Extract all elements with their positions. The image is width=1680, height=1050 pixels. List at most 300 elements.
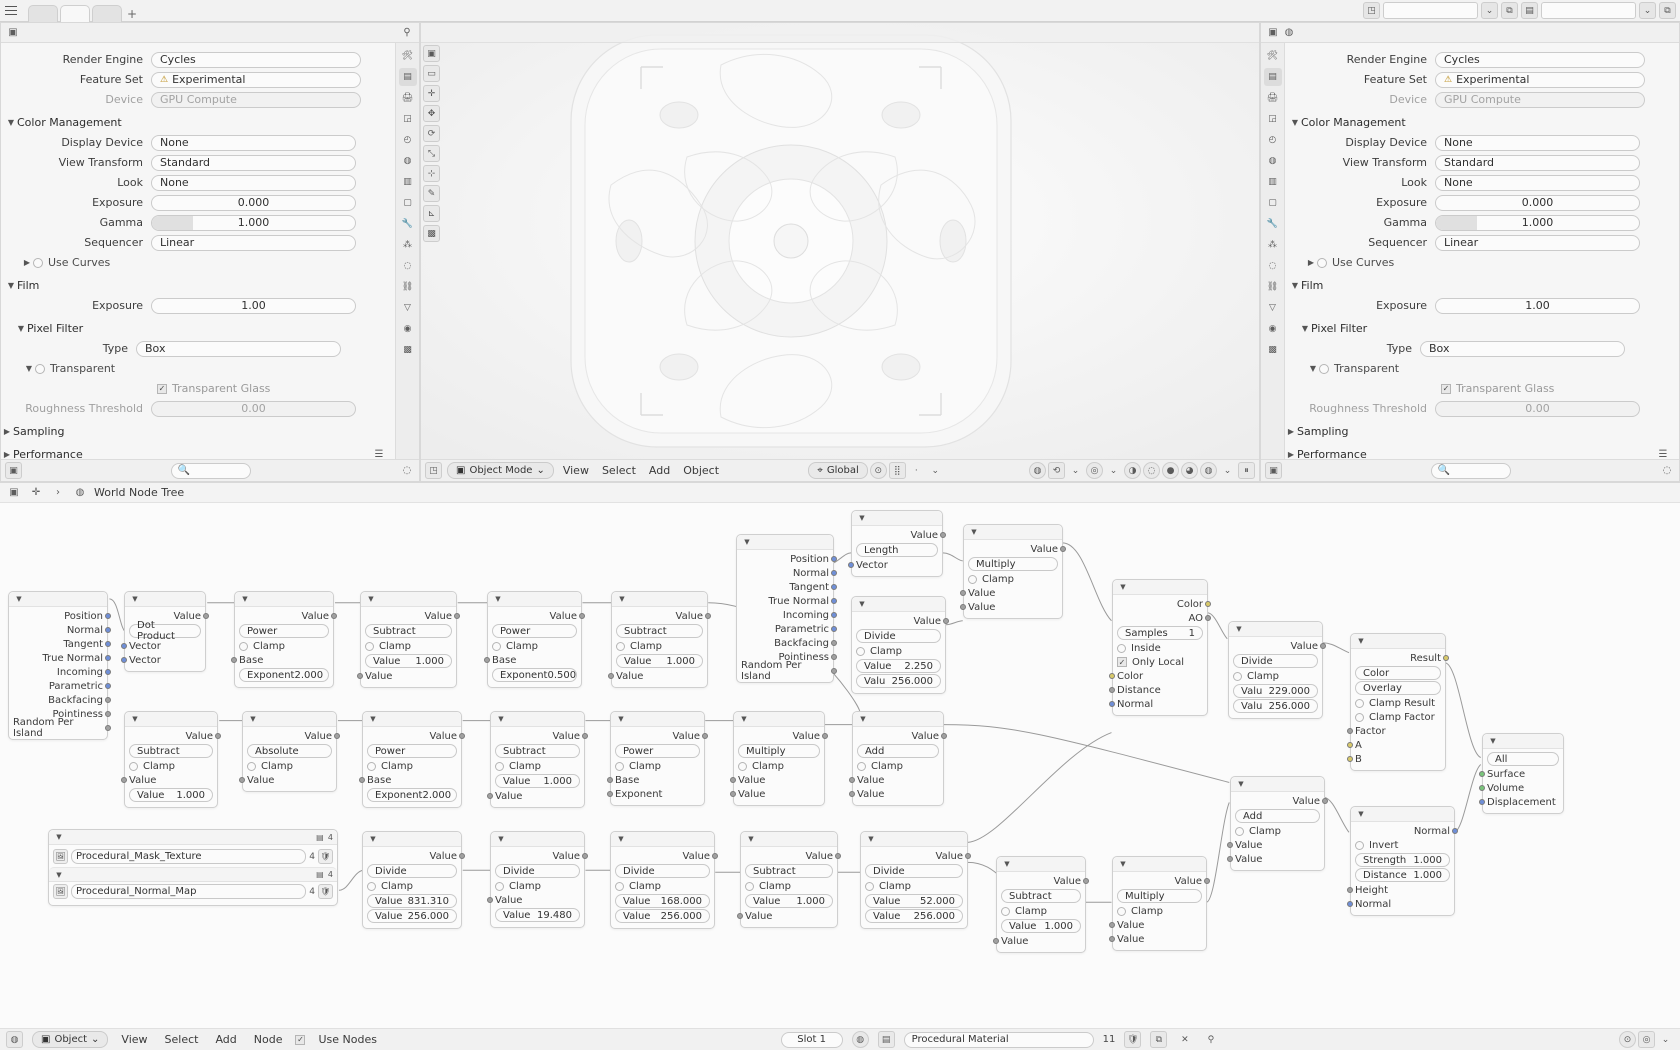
operation-dropdown[interactable]	[1001, 889, 1081, 903]
editor-type-icon[interactable]: ▣	[1265, 462, 1282, 479]
sequencer-dropdown[interactable]	[1435, 235, 1640, 251]
snap-icon[interactable]: ⊙	[870, 462, 887, 479]
browse-image-icon[interactable]: ▤	[316, 870, 324, 879]
clamp-row[interactable]	[1233, 669, 1318, 683]
socket-displacement[interactable]	[1479, 799, 1485, 805]
feature-set-dropdown[interactable]	[1435, 72, 1645, 88]
socket-value[interactable]	[1320, 643, 1326, 649]
socket-value[interactable]	[1204, 878, 1210, 884]
socket-value[interactable]	[1322, 798, 1328, 804]
editor-type-icon[interactable]: ◍	[6, 1031, 23, 1048]
list-icon[interactable]: ☰	[1658, 448, 1668, 459]
node-input-exponent[interactable]	[615, 787, 700, 801]
look-dropdown[interactable]	[1435, 175, 1640, 191]
samples-field[interactable]	[1117, 626, 1203, 640]
node-input-value[interactable]	[1001, 934, 1081, 948]
value-field-1[interactable]	[615, 894, 710, 908]
menu-view[interactable]: View	[121, 1033, 148, 1046]
socket-value[interactable]	[608, 673, 614, 679]
value-field[interactable]	[745, 894, 833, 908]
node-input-height[interactable]	[1355, 883, 1450, 897]
workspace-tab[interactable]	[28, 5, 58, 22]
add-cube-tool-icon[interactable]: ▩	[423, 225, 440, 242]
clamp-checkbox[interactable]	[865, 882, 874, 891]
transparent-row[interactable]	[1, 360, 387, 377]
socket-value[interactable]	[1227, 842, 1233, 848]
clamp-checkbox[interactable]	[239, 642, 248, 651]
tab-tool[interactable]: 🛠	[1266, 51, 1279, 61]
clamp-checkbox[interactable]	[615, 882, 624, 891]
tab-output[interactable]: 🖨	[1266, 93, 1279, 103]
clamp-checkbox[interactable]	[495, 762, 504, 771]
node-output-value[interactable]	[738, 729, 820, 743]
operation-dropdown[interactable]	[129, 620, 201, 642]
node-math-power-2[interactable]	[487, 591, 582, 688]
socket-incoming[interactable]	[831, 612, 837, 618]
clamp-row[interactable]	[129, 759, 213, 773]
inside-row[interactable]	[1117, 641, 1203, 655]
operation-dropdown[interactable]	[738, 744, 820, 758]
node-input-value-1[interactable]	[857, 773, 939, 787]
socket-position[interactable]	[105, 613, 111, 619]
tab-physics[interactable]: ◌	[1268, 261, 1277, 271]
node-input-value-1[interactable]	[1235, 838, 1320, 852]
menu-view[interactable]: View	[562, 464, 589, 477]
socket-result[interactable]	[1443, 655, 1449, 661]
options-icon[interactable]: ◌	[402, 465, 412, 476]
node-output-value[interactable]	[856, 528, 938, 542]
tab-material[interactable]: ◉	[1268, 324, 1277, 334]
socket-value[interactable]	[579, 613, 585, 619]
socket-vector[interactable]	[121, 657, 127, 663]
node-header[interactable]	[1113, 580, 1207, 595]
node-output-position[interactable]	[13, 609, 103, 623]
film-section[interactable]	[1, 276, 387, 294]
wireframe-icon[interactable]: ◌	[1143, 462, 1160, 479]
socket-tangent[interactable]	[831, 584, 837, 590]
node-math-multiply-3[interactable]	[1112, 856, 1207, 951]
scene-name-field[interactable]	[1383, 2, 1478, 19]
value-field[interactable]	[495, 774, 580, 788]
value-field-1[interactable]	[367, 894, 457, 908]
operation-dropdown[interactable]	[495, 744, 580, 758]
node-subheader[interactable]	[49, 867, 337, 882]
clamp-factor-row[interactable]	[1355, 710, 1441, 724]
node-math-subtract-3[interactable]	[124, 711, 218, 808]
node-input-value-1[interactable]	[1117, 918, 1202, 932]
socket-incoming[interactable]	[105, 669, 111, 675]
node-math-subtract-1[interactable]	[360, 591, 457, 688]
image-datablock-row-1[interactable]	[53, 849, 333, 864]
tab-world[interactable]: ◍	[403, 156, 412, 166]
node-output-value[interactable]	[495, 729, 580, 743]
gamma-slider[interactable]	[1435, 215, 1640, 231]
device-dropdown[interactable]	[1435, 92, 1645, 108]
node-header[interactable]	[1113, 857, 1206, 872]
clamp-checkbox[interactable]	[616, 642, 625, 651]
performance-section[interactable]	[1285, 445, 1671, 459]
node-canvas[interactable]	[0, 503, 1680, 1028]
socket-value[interactable]	[960, 604, 966, 610]
tab-world[interactable]: ◍	[1268, 156, 1277, 166]
properties-editor-type-icon[interactable]: ▣	[8, 27, 18, 38]
operation-dropdown[interactable]	[495, 864, 580, 878]
node-input-color[interactable]	[1117, 669, 1203, 683]
socket-parametric[interactable]	[105, 683, 111, 689]
operation-dropdown[interactable]	[615, 744, 700, 758]
socket-value[interactable]	[121, 777, 127, 783]
pixel-filter-type-dropdown[interactable]	[1420, 341, 1625, 357]
socket-vector[interactable]	[848, 562, 854, 568]
rendered-icon[interactable]: ◍	[1200, 462, 1217, 479]
node-output-value[interactable]	[616, 609, 703, 623]
copy-icon[interactable]: ⧉	[1150, 1031, 1167, 1048]
properties-tab-column-right[interactable]	[1261, 43, 1285, 459]
node-output-value[interactable]	[492, 609, 577, 623]
search-input[interactable]	[171, 463, 251, 479]
node-input-value[interactable]	[129, 773, 213, 787]
node-input-a[interactable]	[1355, 738, 1441, 752]
socket-base[interactable]	[231, 657, 237, 663]
tab-render[interactable]: ▤	[1264, 68, 1282, 86]
node-header[interactable]	[611, 832, 714, 847]
xray-icon[interactable]: ◑	[1124, 462, 1141, 479]
browse-image-icon[interactable]: ▤	[316, 832, 324, 842]
socket-factor[interactable]	[1347, 728, 1353, 734]
node-output-normal[interactable]	[13, 623, 103, 637]
operation-dropdown[interactable]	[1233, 654, 1318, 668]
sampling-section[interactable]	[1285, 422, 1671, 440]
operation-dropdown[interactable]	[968, 557, 1058, 571]
node-input-value[interactable]	[495, 789, 580, 803]
socket-normal[interactable]	[1452, 828, 1458, 834]
node-output-value[interactable]	[745, 849, 833, 863]
node-input-value[interactable]	[495, 893, 580, 907]
operation-dropdown[interactable]	[856, 543, 938, 557]
node-input-distance[interactable]	[1117, 683, 1203, 697]
display-device-dropdown[interactable]	[1435, 135, 1640, 151]
socket-position[interactable]	[831, 556, 837, 562]
clamp-row[interactable]	[1117, 904, 1202, 918]
viewport-canvas[interactable]	[421, 23, 1259, 459]
node-output-value[interactable]	[129, 609, 201, 623]
properties-tab-column-left[interactable]	[395, 43, 419, 459]
use-curves-checkbox[interactable]	[1317, 258, 1327, 268]
node-input-value-2[interactable]	[738, 787, 820, 801]
socket-base[interactable]	[359, 777, 365, 783]
socket-volume[interactable]	[1479, 785, 1485, 791]
tweak-tool-icon[interactable]: ▣	[423, 45, 440, 62]
film-exposure-slider[interactable]	[1435, 298, 1640, 314]
clamp-checkbox[interactable]	[738, 762, 747, 771]
menu-add[interactable]: Add	[648, 464, 671, 477]
socket-backfacing[interactable]	[831, 640, 837, 646]
value-field-1[interactable]	[1233, 684, 1318, 698]
look-dropdown[interactable]	[151, 175, 356, 191]
socket-backfacing[interactable]	[105, 697, 111, 703]
menu-select[interactable]: Select	[164, 1033, 199, 1046]
node-geometry-2[interactable]	[736, 534, 834, 683]
node-math-power-1[interactable]	[234, 591, 334, 688]
node-input-surface[interactable]	[1487, 767, 1559, 781]
tab-physics[interactable]: ◌	[403, 261, 412, 271]
exponent-field[interactable]	[367, 788, 457, 802]
data-type-dropdown[interactable]	[1355, 666, 1441, 680]
node-input-vector-1[interactable]	[129, 639, 201, 653]
node-geometry[interactable]	[8, 591, 108, 740]
node-output-value[interactable]	[968, 542, 1058, 556]
device-dropdown[interactable]	[151, 92, 361, 108]
node-math-multiply-2[interactable]	[733, 711, 825, 806]
node-math-divide-2[interactable]	[1228, 621, 1323, 719]
film-exposure-slider[interactable]	[151, 298, 356, 314]
socket-value[interactable]	[712, 853, 718, 859]
tab-material[interactable]: ◉	[403, 324, 412, 334]
performance-section[interactable]	[1, 445, 387, 459]
tab-constraints[interactable]: ⛓	[401, 282, 414, 292]
only-local-row[interactable]	[1117, 655, 1203, 669]
node-header[interactable]	[1229, 622, 1322, 637]
clamp-result-row[interactable]	[1355, 696, 1441, 710]
socket-value[interactable]	[203, 613, 209, 619]
socket-color[interactable]	[1205, 601, 1211, 607]
node-header[interactable]	[997, 857, 1085, 872]
operation-dropdown[interactable]	[492, 624, 577, 638]
clamp-checkbox[interactable]	[968, 575, 977, 584]
slot-dropdown[interactable]	[781, 1032, 843, 1048]
new-scene-icon[interactable]: ⧉	[1501, 2, 1518, 19]
tab-output[interactable]: 🖨	[401, 93, 414, 103]
shield-icon[interactable]: 🛡	[318, 849, 333, 864]
pixel-filter-section[interactable]	[1, 319, 387, 337]
exponent-field[interactable]	[492, 668, 577, 682]
node-input-factor[interactable]	[1355, 724, 1441, 738]
node-output-value[interactable]	[1117, 874, 1202, 888]
socket-value[interactable]	[459, 853, 465, 859]
clamp-checkbox[interactable]	[367, 762, 376, 771]
node-output-value[interactable]	[615, 849, 710, 863]
pause-icon[interactable]: ⏸	[1238, 462, 1255, 479]
use-curves-row[interactable]	[1285, 254, 1671, 271]
operation-dropdown[interactable]	[616, 624, 703, 638]
operation-dropdown[interactable]	[367, 744, 457, 758]
socket-value[interactable]	[835, 853, 841, 859]
chevron-down-icon[interactable]: ⌄	[1109, 465, 1118, 476]
node-input-base[interactable]	[615, 773, 700, 787]
node-output-value[interactable]	[129, 729, 213, 743]
clamp-row[interactable]	[865, 879, 963, 893]
socket-value[interactable]	[487, 897, 493, 903]
value-field-2[interactable]	[615, 909, 710, 923]
node-output-value[interactable]	[857, 729, 939, 743]
transparent-checkbox[interactable]	[35, 364, 45, 374]
node-input-base[interactable]	[239, 653, 329, 667]
node-header[interactable]	[125, 712, 217, 727]
node-input-vector-2[interactable]	[129, 653, 201, 667]
clamp-checkbox[interactable]	[247, 762, 256, 771]
operation-dropdown[interactable]	[865, 864, 963, 878]
workspace-tabstrip[interactable]	[28, 0, 140, 22]
tab-scene[interactable]: ◴	[1268, 135, 1277, 145]
node-input-value-2[interactable]	[968, 600, 1058, 614]
snap-icon[interactable]: ⊙	[1619, 1031, 1636, 1048]
node-output-value[interactable]	[247, 729, 332, 743]
socket-value[interactable]	[1109, 922, 1115, 928]
transparent-checkbox[interactable]	[1319, 364, 1329, 374]
socket-value[interactable]	[1060, 546, 1066, 552]
clamp-checkbox[interactable]	[1001, 907, 1010, 916]
clamp-checkbox[interactable]	[495, 882, 504, 891]
value-field-2[interactable]	[1233, 699, 1318, 713]
operation-dropdown[interactable]	[1117, 889, 1202, 903]
node-output-normal[interactable]	[741, 566, 829, 580]
transform-orientation-dropdown[interactable]	[808, 462, 868, 479]
clamp-row[interactable]	[492, 639, 577, 653]
node-input-base[interactable]	[367, 773, 457, 787]
socket-color[interactable]	[1109, 673, 1115, 679]
socket-distance[interactable]	[1109, 687, 1115, 693]
node-vector-math-dot-product[interactable]	[124, 591, 206, 672]
pixel-filter-type-dropdown[interactable]	[136, 341, 341, 357]
node-header[interactable]	[737, 535, 833, 550]
socket-base[interactable]	[484, 657, 490, 663]
node-output-incoming[interactable]	[13, 665, 103, 679]
exponent-field[interactable]	[239, 668, 329, 682]
node-output-value[interactable]	[239, 609, 329, 623]
node-input-value[interactable]	[616, 669, 703, 683]
node-input-value-1[interactable]	[738, 773, 820, 787]
socket-value[interactable]	[822, 733, 828, 739]
view-transform-dropdown[interactable]	[1435, 155, 1640, 171]
socket-value[interactable]	[357, 673, 363, 679]
menu-node[interactable]: Node	[253, 1033, 283, 1046]
socket-value[interactable]	[1109, 936, 1115, 942]
node-header[interactable]	[964, 525, 1062, 540]
node-image-texture-group[interactable]	[48, 829, 338, 906]
socket-normal[interactable]	[1347, 901, 1353, 907]
editor-type-icon[interactable]: ◳	[425, 462, 442, 479]
socket-value[interactable]	[940, 532, 946, 538]
distance-field[interactable]	[1355, 868, 1450, 882]
tab-modifiers[interactable]: 🔧	[1266, 219, 1279, 229]
menu-add[interactable]: Add	[215, 1033, 237, 1046]
tab-constraints[interactable]: ⛓	[1266, 282, 1279, 292]
operation-dropdown[interactable]	[247, 744, 332, 758]
clamp-row[interactable]	[616, 639, 703, 653]
tab-particles[interactable]: ⁂	[1268, 240, 1277, 250]
node-input-b[interactable]	[1355, 752, 1441, 766]
node-editor-type-icon[interactable]: ▣	[9, 487, 19, 498]
node-header[interactable]	[612, 592, 707, 607]
new-view-layer-icon[interactable]: ⧉	[1659, 2, 1676, 19]
proportional-edit-icon[interactable]: ⣿	[889, 462, 906, 479]
options-icon[interactable]: ◌	[1662, 465, 1672, 476]
node-output-random-per-island[interactable]	[741, 660, 829, 682]
operation-dropdown[interactable]	[856, 629, 941, 643]
node-input-value[interactable]	[247, 773, 332, 787]
socket-value[interactable]	[1083, 878, 1089, 884]
node-mode-dropdown[interactable]	[32, 1031, 108, 1048]
clamp-row[interactable]	[745, 879, 833, 893]
node-ambient-occlusion[interactable]	[1112, 579, 1208, 716]
node-header[interactable]	[9, 592, 107, 607]
node-header[interactable]	[853, 712, 943, 727]
node-output-true-normal[interactable]	[13, 651, 103, 665]
menu-select[interactable]: Select	[601, 464, 636, 477]
chevron-down-icon[interactable]: ⌄	[1223, 465, 1232, 476]
overlays-icon[interactable]: ◎	[1638, 1031, 1655, 1048]
clamp-checkbox[interactable]	[856, 647, 865, 656]
strength-field[interactable]	[1355, 853, 1450, 867]
node-header[interactable]	[734, 712, 824, 727]
socket-random-per-island[interactable]	[831, 668, 837, 674]
tab-data[interactable]: ▽	[1269, 303, 1276, 313]
app-menu-icon[interactable]	[0, 0, 22, 22]
node-output-value[interactable]	[367, 849, 457, 863]
close-icon[interactable]: ✕	[1181, 1034, 1189, 1045]
value-field-2[interactable]	[367, 909, 457, 923]
socket-value[interactable]	[239, 777, 245, 783]
node-output-value[interactable]	[856, 614, 941, 628]
image-icon[interactable]: 🖼	[53, 884, 68, 899]
clamp-row[interactable]	[367, 879, 457, 893]
transparent-row[interactable]	[1285, 360, 1671, 377]
socket-value[interactable]	[582, 733, 588, 739]
node-input-normal[interactable]	[1355, 897, 1450, 911]
viewport-toolbar[interactable]	[423, 45, 445, 242]
clamp-checkbox[interactable]	[1233, 672, 1242, 681]
view-layer-name-field[interactable]	[1541, 2, 1636, 19]
socket-normal[interactable]	[105, 627, 111, 633]
node-output-result[interactable]	[1355, 651, 1441, 665]
clamp-checkbox[interactable]	[365, 642, 374, 651]
node-header[interactable]	[361, 592, 456, 607]
node-header[interactable]	[243, 712, 336, 727]
socket-exponent[interactable]	[607, 791, 613, 797]
node-output-normal[interactable]	[1355, 824, 1450, 838]
node-header[interactable]	[741, 832, 837, 847]
node-bump[interactable]	[1350, 806, 1455, 916]
operation-dropdown[interactable]	[367, 864, 457, 878]
node-math-multiply-1[interactable]	[963, 524, 1063, 619]
clamp-row[interactable]	[495, 759, 580, 773]
visibility-icon[interactable]: ◍	[1029, 462, 1046, 479]
node-input-value-2[interactable]	[1117, 932, 1202, 946]
node-header[interactable]	[852, 597, 945, 612]
tab-object[interactable]: ▢	[403, 198, 412, 208]
view-layer-icon[interactable]: ▤	[1521, 2, 1538, 19]
socket-vector[interactable]	[121, 643, 127, 649]
socket-value[interactable]	[454, 613, 460, 619]
node-output-value[interactable]	[615, 729, 700, 743]
node-input-displacement[interactable]	[1487, 795, 1559, 809]
socket-value[interactable]	[459, 733, 465, 739]
node-output-backfacing[interactable]	[13, 693, 103, 707]
socket-value[interactable]	[943, 618, 949, 624]
node-output-ao[interactable]	[1117, 611, 1203, 625]
clamp-row[interactable]	[367, 759, 457, 773]
clamp-checkbox[interactable]	[615, 762, 624, 771]
move-tool-icon[interactable]: ✥	[423, 105, 440, 122]
image-icon[interactable]: 🖼	[53, 849, 68, 864]
node-math-divide-5[interactable]	[610, 831, 715, 929]
clamp-checkbox[interactable]	[745, 882, 754, 891]
node-math-subtract-5[interactable]	[740, 831, 838, 928]
node-output-value[interactable]	[1001, 874, 1081, 888]
node-header[interactable]	[491, 712, 584, 727]
use-curves-row[interactable]	[1, 254, 387, 271]
node-output-parametric[interactable]	[13, 679, 103, 693]
